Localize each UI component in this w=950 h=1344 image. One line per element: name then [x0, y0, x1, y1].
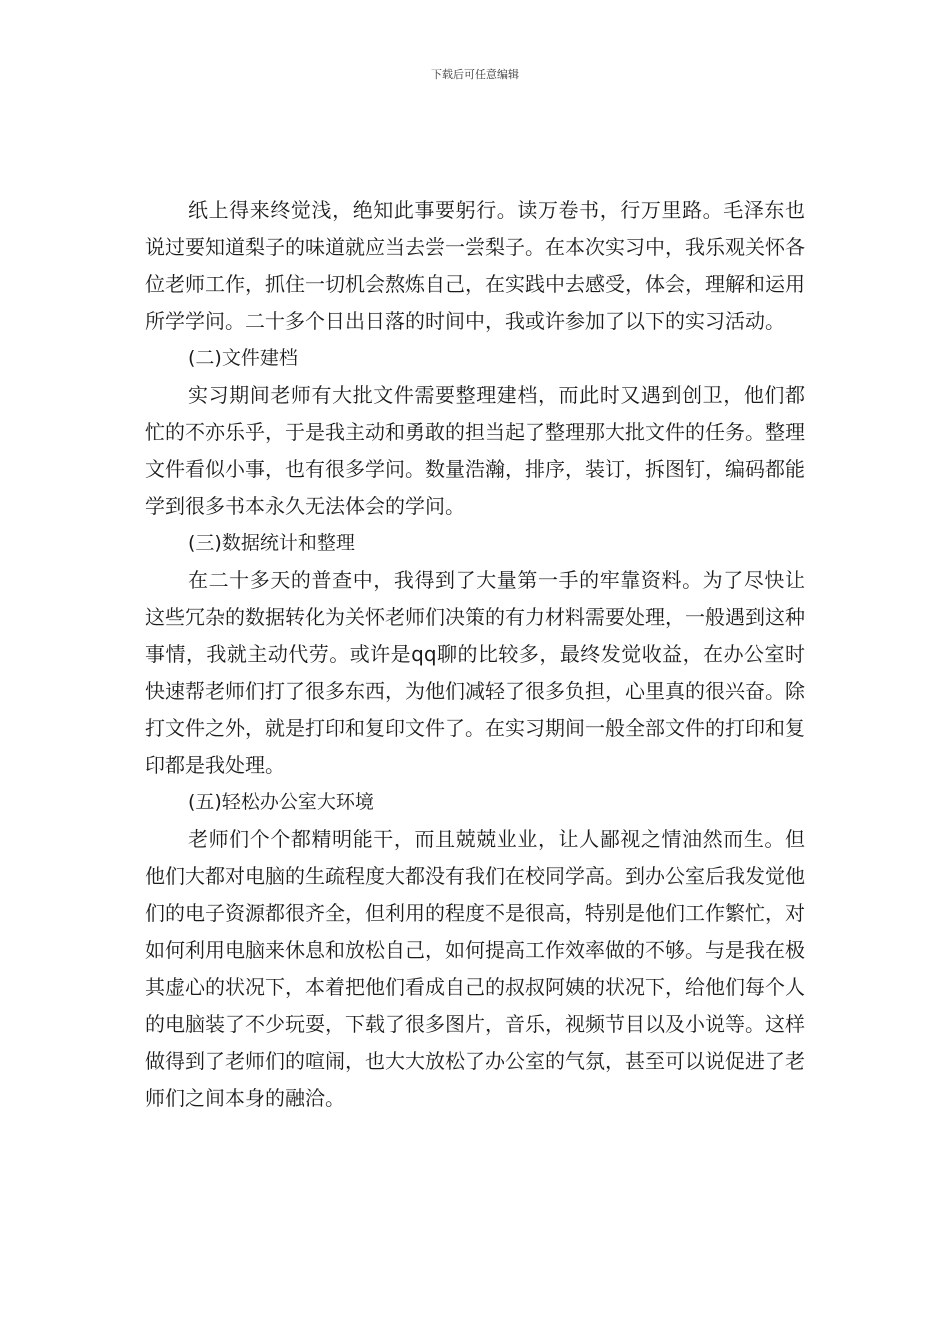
paragraph: 纸上得来终觉浅，绝知此事要躬行。读万卷书，行万里路。毛泽东也说过要知道梨子的味道就应当去尝一尝梨子。在本次实习中，我乐观关怀各位老师工作，抓住一切机会熬炼自己，在实践中去感受，体会，理解和运用所学学问。二十多个日出日落的时间中，我或许参加了以下的实习活动。 [145, 198, 805, 333]
paragraph: 实习期间老师有大批文件需要整理建档，而此时又遇到创卫，他们都忙的不亦乐乎，于是我主动和勇敢的担当起了整理那大批文件的任务。整理文件看似小事，也有很多学问。数量浩瀚，排序，装订，拆图钉，编码都能学到很多书本永久无法体会的学问。 [145, 383, 805, 518]
paragraph: 在二十多天的普查中，我得到了大量第一手的牢靠资料。为了尽快让这些冗杂的数据转化为关怀老师们决策的有力材料需要处理，一般遇到这种事情，我就主动代劳。或许是qq聊的比较多，最终发觉收益，在办公室时快速帮老师们打了很多东西，为他们减轻了很多负担，心里真的很兴奋。除打文件之外，就是打印和复印文件了。在实习期间一般全部文件的打印和复印都是我处理。 [145, 568, 805, 777]
body-content [145, 192, 805, 1117]
paragraph: 老师们个个都精明能干，而且兢兢业业，让人鄙视之情油然而生。但他们大都对电脑的生疏程度大都没有我们在校同学高。到办公室后我发觉他们的电子资源都很齐全，但利用的程度不是很高，特别是他们工作繁忙，对如何利用电脑来休息和放松自己，如何提高工作效率做的不够。与是我在极其虚心的状况下，本着把他们看成自己的叔叔阿姨的状况下，给他们每个人的电脑装了不少玩耍，下载了很多图片，音乐，视频节目以及小说等。这样做得到了老师们的喧闹，也大大放松了办公室的气氛，甚至可以说促进了老师们之间本身的融洽。 [145, 827, 805, 1110]
section-heading: (三)数据统计和整理 [188, 532, 355, 554]
page-header: 下载后可任意编辑 [431, 68, 519, 81]
section-heading: (五)轻松办公室大环境 [188, 791, 374, 813]
section-heading: (二)文件建档 [188, 347, 298, 369]
